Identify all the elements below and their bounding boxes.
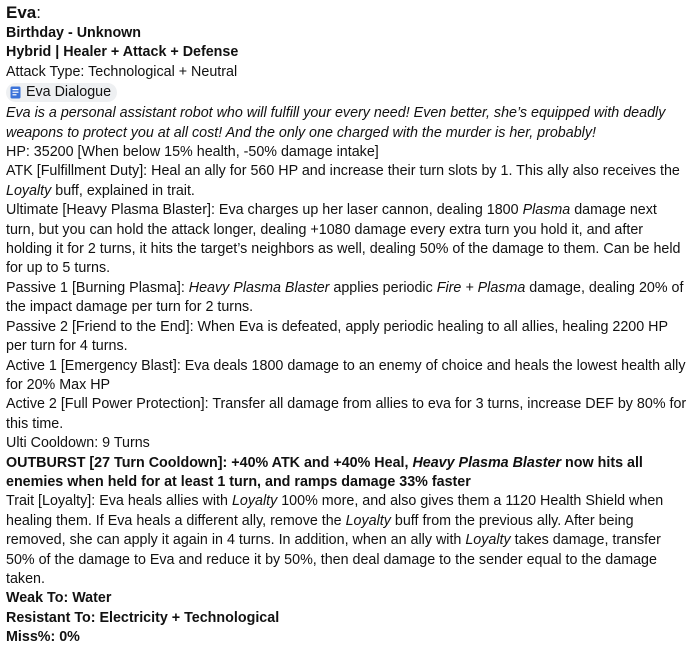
- ulti-cooldown-line: Ulti Cooldown: 9 Turns: [6, 435, 150, 452]
- trait-text-3: buff from the previous ally. After being removed, she can apply it again in 4 turns. In addition, when an ally with: [6, 512, 634, 549]
- atk-text-2: buff, explained in trait.: [51, 182, 195, 199]
- outburst-paragraph: [6, 454, 689, 493]
- attack-type-line: Attack Type: Technological + Neutral: [6, 63, 238, 80]
- atk-text-1: ATK [Fulfillment Duty]: Heal an ally for 560 HP and increase their turn slots by 1. This ally also receives the: [6, 163, 680, 180]
- trait-text-4: takes damage, transfer 50% of the damage to Eva and reduce it by 50%, then deal damage to the sender equal to the damage taken.: [6, 532, 661, 587]
- role-line: Hybrid | Healer + Attack + Defense: [6, 44, 239, 61]
- passive1-text-3: damage, dealing 20% of the impact damage per turn for 2 turns.: [6, 279, 684, 316]
- trait-loyalty-1: Loyalty: [231, 493, 278, 510]
- miss-line: Miss%: 0%: [6, 629, 80, 646]
- ultimate-plasma: Plasma: [522, 202, 571, 219]
- document-icon: [10, 86, 21, 99]
- dialogue-link-label: Eva Dialogue: [26, 84, 112, 101]
- outburst-text-1: OUTBURST [27 Turn Cooldown]: +40% ATK and +40% Heal,: [6, 454, 413, 471]
- character-title: [6, 2, 689, 24]
- hp-line: HP: 35200 [When below 15% health, -50% damage intake]: [6, 144, 379, 161]
- passive1-blaster: Heavy Plasma Blaster: [188, 279, 330, 296]
- outburst-text-2: now hits all enemies when held for at least 1 turn, and ramps damage 33% faster: [6, 454, 643, 490]
- trait-loyalty-2: Loyalty: [345, 512, 391, 529]
- character-name: Eva: [6, 3, 37, 22]
- weak-to-line: Weak To: Water: [6, 590, 112, 607]
- ultimate-text-2: damage next turn, but you can hold the attack longer, dealing +1080 damage every extra turn you hold it, and after holding it for 2 turns, it hits the target’s neighbors as well, dealing 50% of the damage to them. Can be held for up to 5 turns.: [6, 202, 681, 277]
- atk-loyalty: Loyalty: [6, 182, 52, 199]
- description-paragraph: Eva is a personal assistant robot who will fulfill your every need! Even better, she’s equipped with deadly weapons to protect you at all cost! And the only one charged with the murder is her, probably!: [6, 105, 666, 141]
- dialogue-link-chip[interactable]: [6, 83, 117, 102]
- active1-paragraph: Active 1 [Emergency Blast]: Eva deals 1800 damage to an enemy of choice and heals the lowest health ally for 20% Max HP: [6, 357, 686, 393]
- passive1-fire-plasma: Fire + Plasma: [436, 279, 526, 296]
- active2-paragraph: Active 2 [Full Power Protection]: Transfer all damage from allies to eva for 3 turns, increase DEF by 80% for this time.: [6, 396, 687, 432]
- ultimate-paragraph: [6, 201, 689, 279]
- passive1-paragraph: [6, 279, 689, 318]
- trait-text-1: Trait [Loyalty]: Eva heals allies with: [6, 493, 232, 510]
- ultimate-text-1: Ultimate [Heavy Plasma Blaster]: Eva charges up her laser cannon, dealing 1800: [6, 202, 523, 219]
- outburst-blaster: Heavy Plasma Blaster: [412, 454, 562, 471]
- title-colon: :: [36, 3, 41, 22]
- trait-loyalty-3: Loyalty: [465, 532, 511, 549]
- birthday-line: Birthday - Unknown: [6, 25, 142, 41]
- passive1-text-1: Passive 1 [Burning Plasma]:: [6, 279, 189, 296]
- trait-paragraph: [6, 492, 689, 589]
- atk-paragraph: [6, 162, 689, 201]
- trait-text-2: 100% more, and also gives them a 1120 Health Shield when healing them. If Eva heals a different ally, remove the: [6, 493, 664, 529]
- passive1-text-2: applies periodic: [329, 279, 437, 296]
- resistant-to-line: Resistant To: Electricity + Technological: [6, 609, 280, 626]
- passive2-paragraph: Passive 2 [Friend to the End]: When Eva is defeated, apply periodic healing to all allies, healing 2200 HP per turn for 4 turns.: [6, 318, 668, 355]
